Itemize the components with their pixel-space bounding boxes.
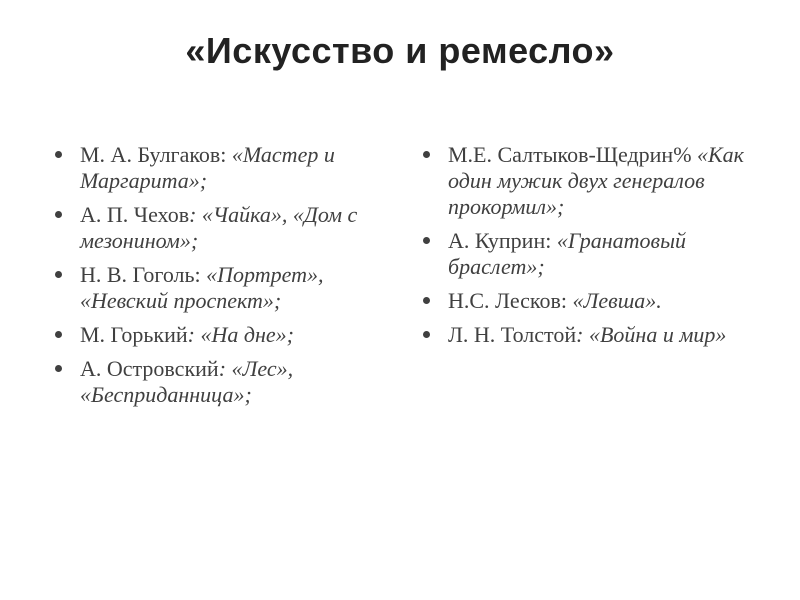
author: Л. Н. Толстой xyxy=(448,322,577,347)
bullet-dot-icon xyxy=(423,151,430,158)
left-column xyxy=(52,142,397,416)
works: «Левша». xyxy=(572,288,662,313)
bullet-dot-icon xyxy=(55,271,62,278)
works: «Гранатовый браслет»; xyxy=(448,228,686,279)
works: : «На дне»; xyxy=(187,322,294,347)
list-item xyxy=(52,262,397,314)
author: Н.С. Лесков: xyxy=(448,288,573,313)
list-item xyxy=(52,322,397,348)
right-bullet-list xyxy=(420,142,770,348)
bullet-dot-icon xyxy=(423,297,430,304)
slide-title: «Искусство и ремесло» xyxy=(185,30,615,71)
bullet-dot-icon xyxy=(55,365,62,372)
bullet-dot-icon xyxy=(55,331,62,338)
works: «Мастер и Маргарита»; xyxy=(80,142,335,193)
author: М. А. Булгаков: xyxy=(80,142,232,167)
list-item xyxy=(420,288,770,314)
author: А. П. Чехов xyxy=(80,202,190,227)
works: : «Лес», «Бесприданница»; xyxy=(80,356,294,407)
list-item xyxy=(420,142,770,220)
bullet-dot-icon xyxy=(423,331,430,338)
list-item xyxy=(52,142,397,194)
list-item xyxy=(52,356,397,408)
bullet-dot-icon xyxy=(55,151,62,158)
works: : «Чайка», «Дом с мезонином»; xyxy=(80,202,358,253)
works: «Портрет», «Невский проспект»; xyxy=(80,262,324,313)
list-item xyxy=(420,322,770,348)
left-bullet-list xyxy=(52,142,397,408)
bullet-dot-icon xyxy=(423,237,430,244)
right-column xyxy=(420,142,770,356)
bullet-dot-icon xyxy=(55,211,62,218)
works: «Как один мужик двух генералов прокормил»; xyxy=(448,142,744,219)
author: М.Е. Салтыков-Щедрин% xyxy=(448,142,698,167)
author: А. Островский xyxy=(80,356,219,381)
list-item xyxy=(52,202,397,254)
list-item xyxy=(420,228,770,280)
author: А. Куприн: xyxy=(448,228,557,253)
works: : «Война и мир» xyxy=(576,322,727,347)
author: Н. В. Гоголь: xyxy=(80,262,207,287)
author: М. Горький xyxy=(80,322,188,347)
